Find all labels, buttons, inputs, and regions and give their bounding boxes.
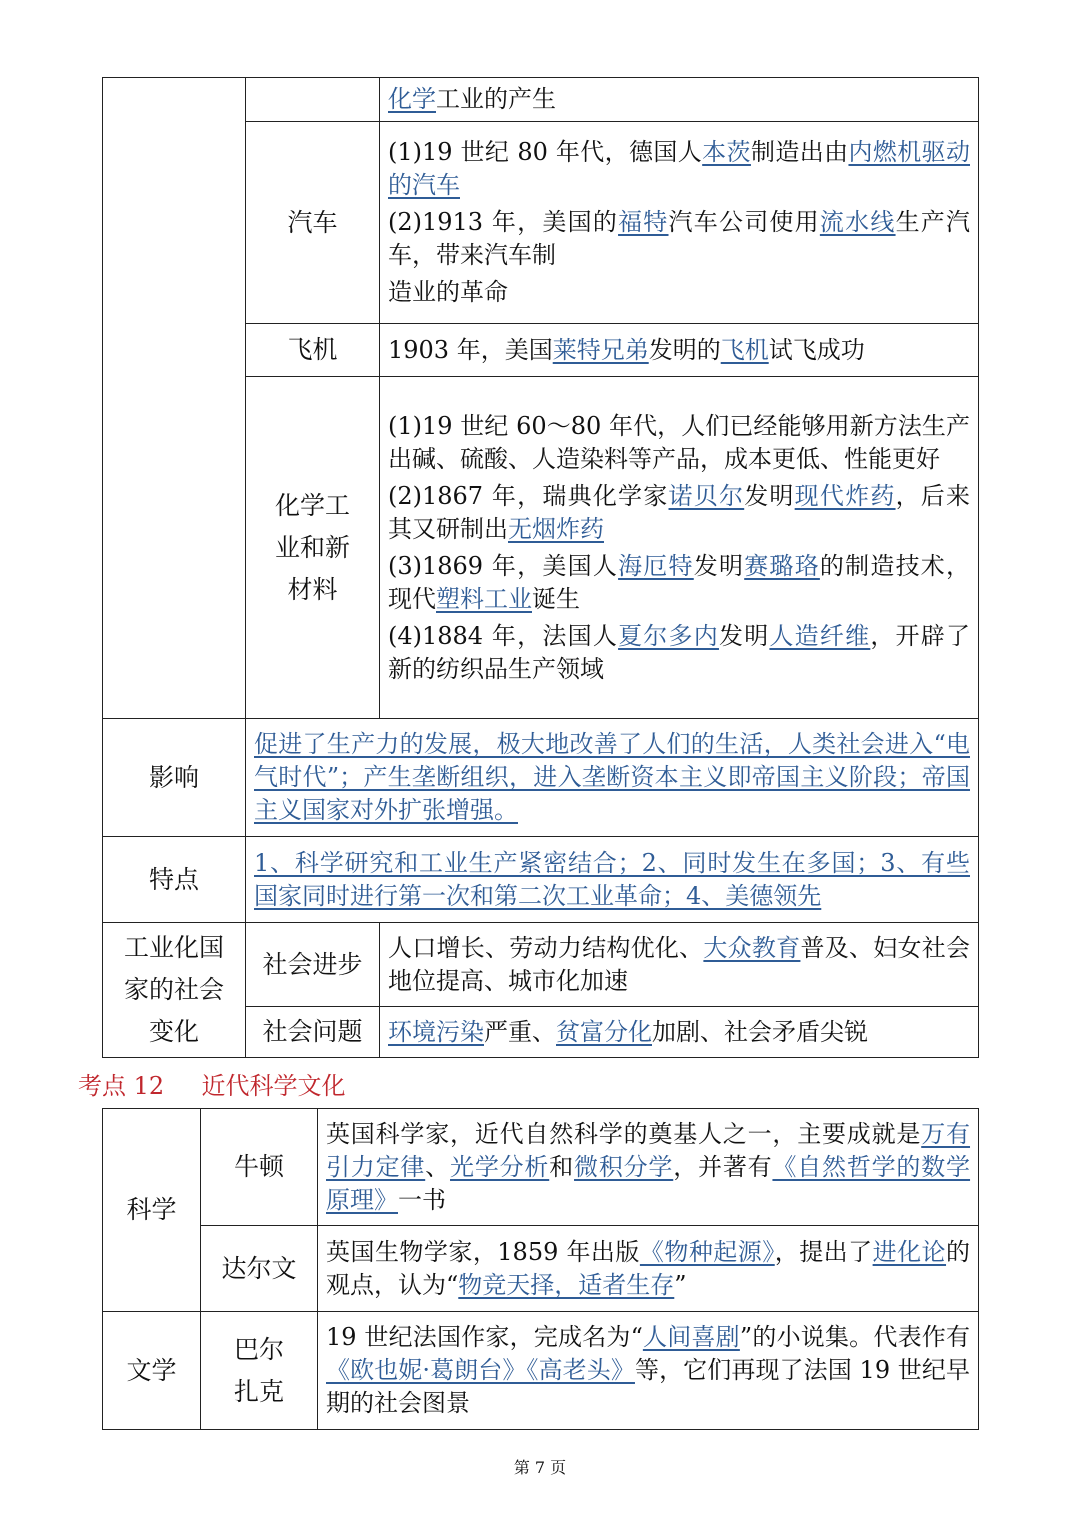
plain-text: (3)1869 年，美国人 [388,551,619,580]
plane-content [380,324,979,377]
content-line [388,276,970,309]
plain-text: ，并著有 [673,1152,773,1181]
plain-text: 试飞成功 [768,335,865,364]
plain-text: 人口增长、劳动力结构优化、 [388,933,704,962]
keyword-text: 内燃机驱动的汽车 [388,138,970,199]
plain-text: 生产汽车，带来汽车制 [388,208,971,269]
plain-text: 造业的革命 [388,278,508,306]
keyword-text: 现代炸药 [794,481,896,510]
content-line [254,847,970,913]
keyword-text: 流水线 [819,208,896,236]
keyword-text: 夏尔多内 [618,621,719,650]
plain-text: (2)1867 年，瑞典化学家 [388,481,669,510]
keyword-text: 贫富分化 [556,1017,652,1046]
keyword-text: 物竞天择，适者生存 [458,1270,675,1299]
car-content [380,122,979,324]
feature-label: 特点 [103,837,246,923]
content-line [388,83,970,116]
keyword-text: 人间喜剧 [642,1323,740,1351]
plain-text: 诞生 [532,584,580,613]
section-heading [78,1066,345,1101]
keyword-text: 福特 [618,208,669,236]
keyword-text: 大众教育 [703,933,801,962]
keyword-text: 万有引力定律 [326,1119,971,1181]
impact-content [246,719,979,837]
plain-text: 等，它们再现了法国 19 世纪早期的社会图景 [326,1356,970,1417]
plain-text: 、 [425,1152,451,1181]
plain-text: 工业的产生 [436,85,556,113]
plain-text: 发明 [744,481,795,510]
keyword-text: 赛璐珞 [744,551,820,580]
social-problem-content [380,1007,979,1058]
keyword-text: 进化论 [872,1237,947,1266]
plain-text: 和 [549,1152,575,1181]
keyword-text: 化学 [388,85,436,113]
plain-text: ”的小说集。代表作有 [739,1323,970,1351]
label-cell-empty [246,78,380,122]
plain-text: 1903 年，美国 [388,335,553,364]
content-line [388,334,970,367]
plain-text: 严重、 [484,1017,556,1046]
balzac-content [318,1312,979,1430]
social-progress-label: 社会进步 [246,923,380,1007]
impact-label: 影响 [103,719,246,837]
content-line [388,1016,970,1049]
keyword-text: 海厄特 [618,551,694,580]
keyword-text: 《欧也妮·葛朗台》《高老头》 [326,1356,635,1384]
content-line [388,620,970,686]
content-line [388,410,970,476]
newton-label: 牛顿 [201,1109,318,1226]
content-line [254,728,970,827]
plain-text: 汽车公司使用 [668,208,820,236]
plain-text: ” [674,1270,687,1299]
content-line [388,932,970,998]
plain-text: 的观点，认为“ [326,1237,971,1299]
plain-text: 英国科学家，近代自然科学的奠基人之一，主要成就是 [326,1119,922,1148]
keyword-text: 本茨 [702,138,751,166]
feature-content [246,837,979,923]
keyword-text: 促进了生产力的发展，极大地改善了人们的生活，人类社会进入“电气时代”；产生垄断组织，进入垄断资本主义即帝国主义阶段；帝国主义国家对外扩张增强。 [254,730,970,824]
balzac-label: 巴尔扎克 [201,1312,318,1430]
darwin-label: 达尔文 [201,1226,318,1312]
content-line [326,1321,970,1420]
content-line [326,1236,970,1302]
plain-text: 加剧、社会矛盾尖锐 [652,1017,868,1046]
content-line [388,550,970,616]
literature-label: 文学 [103,1312,201,1430]
page-number: 第 7 页 [513,1458,567,1477]
social-change-label: 工业化国家的社会变化 [103,923,246,1058]
plain-text: (4)1884 年，法国人 [388,621,619,650]
plain-text: ，后来其又研制出 [388,481,971,543]
plain-text: (1)19 世纪 60～80 年代，人们已经能够用新方法生产出碱、硫酸、人造染料等产品，成本更低、性能更好 [388,411,970,473]
chemical-materials-label: 化学工业和新材料 [246,377,380,719]
keyword-text: 人造纤维 [769,621,871,650]
content-line [326,1118,970,1217]
keyword-text: 微积分学 [574,1152,674,1181]
keyword-text: 环境污染 [388,1017,484,1046]
plain-text: 发明 [718,621,770,650]
keyword-text: 莱特兄弟 [552,335,649,364]
darwin-content [318,1226,979,1312]
social-progress-content [380,923,979,1007]
plain-text: 19 世纪法国作家，完成名为“ [326,1323,643,1351]
plain-text: (1)19 世纪 80 年代，德国人 [388,138,703,166]
plain-text: 制造出由 [750,138,849,166]
chemistry-industry-tail [380,78,979,122]
newton-content [318,1109,979,1226]
industrial-revolution-table [102,77,979,1058]
keyword-text: 《物种起源》 [639,1237,775,1266]
plain-text: ，开辟了新的纺织品生产领域 [388,621,971,683]
section-title: 近代科学文化 [201,1072,346,1100]
plain-text: 普及、妇女社会地位提高、城市化加速 [388,933,971,995]
plain-text: 英国生物学家，1859 年出版 [326,1237,640,1266]
plain-text: 的制造技术，现代 [388,551,971,613]
plain-text: 发明的 [648,335,721,364]
keyword-text: 无烟炸药 [508,514,604,543]
keyword-text: 《自然哲学的数学原理》 [326,1152,971,1214]
car-label: 汽车 [246,122,380,324]
keyword-text: 光学分析 [450,1152,550,1181]
science-culture-table [102,1108,979,1430]
social-problem-label: 社会问题 [246,1007,380,1058]
plain-text: 发明 [693,551,745,580]
keyword-text: 塑料工业 [436,584,532,613]
section-number: 考点 12 [78,1072,165,1100]
keyword-text: 1、科学研究和工业生产紧密结合；2、同时发生在多国；3、有些国家同时进行第一次和第二次工业革命；4、美德领先 [254,848,970,910]
science-label: 科学 [103,1109,201,1312]
plane-label: 飞机 [246,324,380,377]
plain-text: (2)1913 年，美国的 [388,208,619,236]
plain-text: 一书 [398,1185,446,1214]
content-line [388,480,970,546]
content-line [388,206,970,272]
category-cell-empty [103,78,246,719]
content-line [388,136,970,202]
plain-text: ，提出了 [774,1237,873,1266]
keyword-text: 飞机 [720,335,769,364]
chemical-materials-content [380,377,979,719]
keyword-text: 诺贝尔 [668,481,745,510]
